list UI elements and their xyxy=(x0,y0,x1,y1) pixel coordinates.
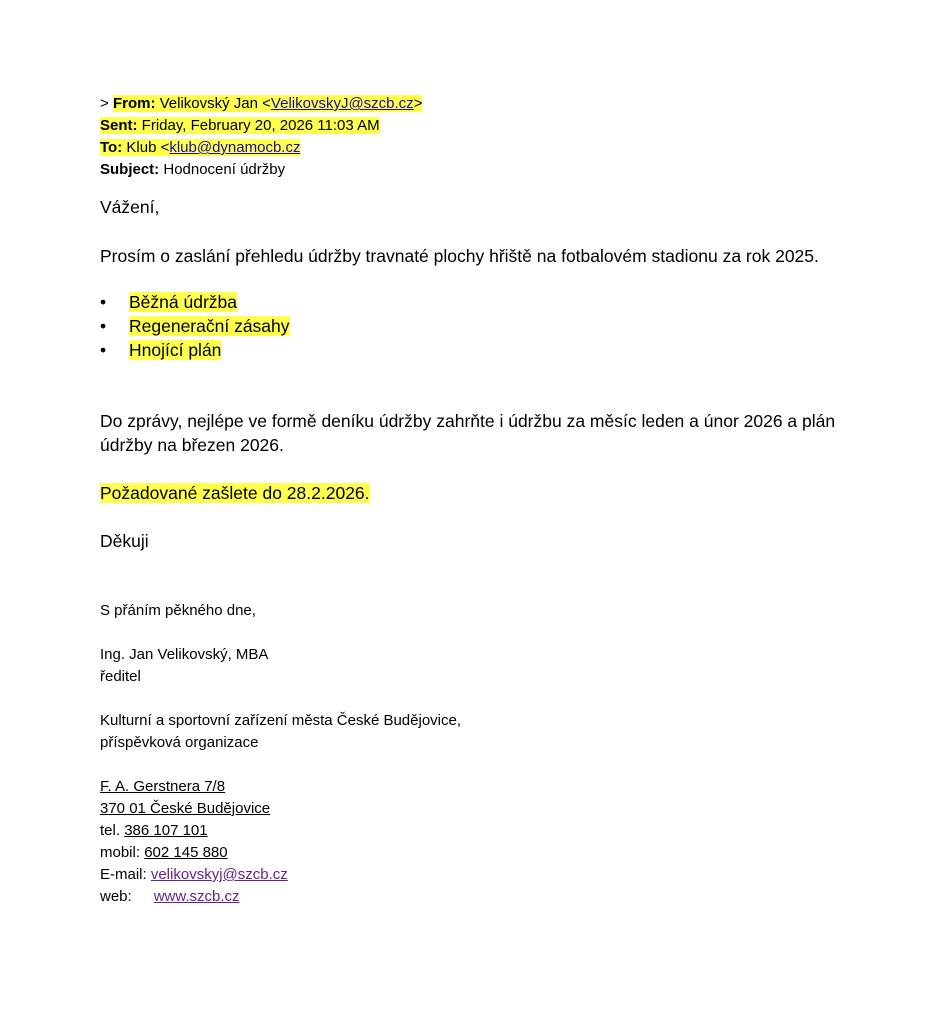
list-item xyxy=(100,290,880,314)
from-email-link[interactable]: VelikovskyJ@szcb.cz xyxy=(270,95,414,112)
from-line xyxy=(100,93,880,115)
email-document xyxy=(100,93,880,908)
from-close: > xyxy=(413,95,423,112)
list-item xyxy=(100,314,880,338)
signer-name: Ing. Jan Velikovský, MBA xyxy=(100,646,269,663)
greeting: Vážení, xyxy=(100,197,160,217)
report-paragraph: Do zprávy, nejlépe ve formě deníku údržby zahrňte i údržbu za měsíc leden a únor 2026 a plán údržby na březen 2026. xyxy=(100,411,836,455)
signature xyxy=(100,600,880,908)
tel-line xyxy=(100,820,880,842)
bullet-icon: • xyxy=(100,316,107,336)
email-line xyxy=(100,864,880,886)
city-link[interactable]: 370 01 České Budějovice xyxy=(100,800,271,817)
deadline-line xyxy=(100,481,880,505)
subject-line xyxy=(100,159,880,181)
sent-line xyxy=(100,115,880,137)
org-line-1: Kulturní a sportovní zařízení města České Budějovice, xyxy=(100,712,462,729)
tel-label: tel. xyxy=(100,822,125,839)
web-label: web: xyxy=(100,888,132,905)
contact-block xyxy=(100,776,880,908)
subject-value: Hodnocení údržby xyxy=(159,161,286,178)
sent-value: Friday, February 20, 2026 11:03 AM xyxy=(137,117,380,134)
email-link[interactable]: velikovskyj@szcb.cz xyxy=(150,866,288,883)
email-header xyxy=(100,93,880,181)
deadline-text: Požadované zašlete do 28.2.2026. xyxy=(100,483,370,503)
to-line xyxy=(100,137,880,159)
thanks-line: Děkuji xyxy=(100,531,149,551)
tel-link[interactable]: 386 107 101 xyxy=(124,822,208,839)
mobil-link[interactable]: 602 145 880 xyxy=(144,844,228,861)
to-email-link[interactable]: klub@dynamocb.cz xyxy=(169,139,301,156)
from-label: From: xyxy=(112,95,156,112)
to-name: Klub < xyxy=(122,139,170,156)
request-paragraph: Prosím o zaslání přehledu údržby travnaté plochy hřiště na fotbalovém stadionu za rok 2025. xyxy=(100,246,819,266)
mobil-label: mobil: xyxy=(100,844,145,861)
email-label: E-mail: xyxy=(100,866,151,883)
mobil-line xyxy=(100,842,880,864)
bullet-icon: • xyxy=(100,340,107,360)
web-link[interactable]: www.szcb.cz xyxy=(153,888,240,905)
org-line-2: příspěvková organizace xyxy=(100,734,259,751)
street-link[interactable]: F. A. Gerstnera 7/8 xyxy=(100,778,226,795)
to-label: To: xyxy=(100,139,123,156)
closing-line: S přáním pěkného dne, xyxy=(100,602,256,619)
sent-label: Sent: xyxy=(100,117,138,134)
topic-label: Běžná údržba xyxy=(129,292,237,312)
from-name: Velikovský Jan < xyxy=(155,95,271,112)
list-item xyxy=(100,338,880,362)
topics-list xyxy=(100,290,880,362)
signer-title: ředitel xyxy=(100,668,141,685)
web-line xyxy=(100,886,880,908)
topic-label: Regenerační zásahy xyxy=(129,316,290,336)
quote-prefix: > xyxy=(100,95,113,112)
bullet-icon: • xyxy=(100,292,107,312)
organization-block xyxy=(100,710,880,754)
topic-label: Hnojící plán xyxy=(129,340,222,360)
name-block xyxy=(100,644,880,688)
subject-label: Subject: xyxy=(100,161,160,178)
